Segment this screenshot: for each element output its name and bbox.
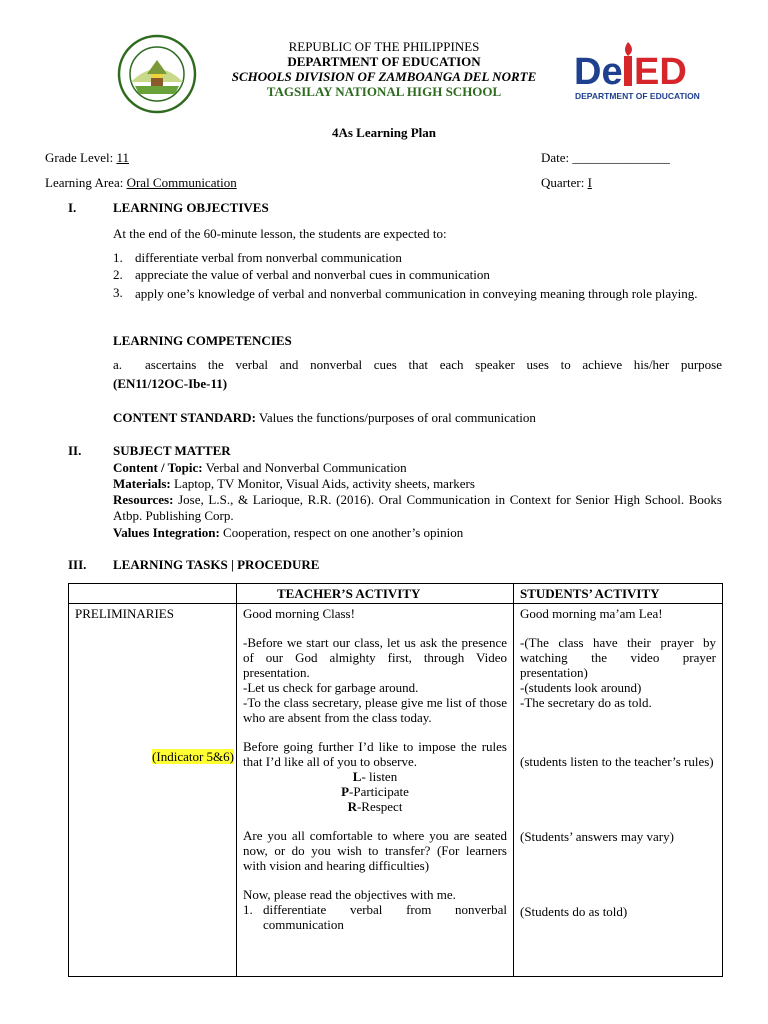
- header-department: DEPARTMENT OF EDUCATION: [287, 54, 481, 69]
- students-look: -(students look around): [520, 680, 642, 695]
- content-standard: [113, 410, 536, 426]
- rule-listen: [243, 769, 507, 784]
- students-greeting: Good morning ma’am Lea!: [520, 606, 663, 621]
- plan-title: 4As Learning Plan: [331, 125, 436, 140]
- date-value: _______________: [572, 150, 670, 165]
- students-seated: (Students’ answers may vary): [520, 829, 674, 844]
- preliminaries-cell: [69, 604, 237, 977]
- header-school-name: TAGSILAY NATIONAL HIGH SCHOOL: [266, 84, 502, 99]
- table-header-row: [69, 584, 723, 604]
- values-label: Values Integration:: [113, 525, 220, 540]
- quarter-label: Quarter:: [541, 175, 585, 190]
- students-activity-header: STUDENTS’ ACTIVITY: [514, 584, 723, 604]
- students-objectives: (Students do as told): [520, 904, 628, 919]
- svg-text:ED: ED: [634, 51, 687, 93]
- subject-values: [113, 525, 463, 541]
- rule-respect: [243, 799, 507, 814]
- date-label: Date:: [541, 150, 570, 165]
- quarter-value: I: [587, 175, 592, 190]
- table-row: [69, 604, 723, 977]
- teacher-prayer: -Before we start our class, let us ask the presence of our God almighty first, through Video presentation.: [243, 635, 507, 680]
- topic-text: Verbal and Nonverbal Communication: [202, 460, 407, 475]
- competency-code: (EN11/12OC-Ibe-11): [113, 376, 228, 391]
- students-activity-cell: [514, 604, 723, 977]
- objective-1-number: 1.: [113, 250, 123, 265]
- resources-text: Jose, L.S., & Larioque, R.R. (2016). Oral Communication in Context for Senior High School. Books Atbp. Publishing Corp.: [113, 492, 722, 523]
- objective-3-text: apply one’s knowledge of verbal and nonverbal communication in conveying meaning through role playing.: [135, 286, 698, 301]
- section2-title: SUBJECT MATTER: [113, 443, 231, 458]
- header-republic: REPUBLIC OF THE PHILIPPINES: [288, 39, 480, 54]
- objectives-intro: At the end of the 60-minute lesson, the students are expected to:: [113, 226, 447, 241]
- rule-r-letter: R: [347, 799, 357, 814]
- objective-3-number: 3.: [113, 285, 123, 300]
- rule-l-letter: L: [352, 769, 362, 784]
- students-secretary: -The secretary do as told.: [520, 695, 652, 710]
- subject-topic: [113, 460, 407, 476]
- teacher-garbage: -Let us check for garbage around.: [243, 680, 419, 695]
- values-text: Cooperation, respect on one another’s opinion: [219, 525, 464, 540]
- objective-2-text: appreciate the value of verbal and nonverbal cues in communication: [135, 267, 490, 282]
- students-prayer: -(The class have their prayer by watching the video prayer presentation): [520, 635, 716, 680]
- content-standard-label: CONTENT STANDARD:: [113, 410, 256, 425]
- objective-3: [113, 285, 722, 302]
- teacher-secretary: -To the class secretary, please give me list of those who are absent from the class today.: [243, 695, 507, 725]
- section1-number: I.: [68, 200, 77, 215]
- area-value: Oral Communication: [126, 175, 237, 190]
- indicator-highlight: (Indicator 5&6): [152, 749, 234, 764]
- rule-l-text: - listen: [361, 769, 398, 784]
- section3-number: III.: [68, 557, 87, 572]
- area-label: Learning Area:: [45, 175, 124, 190]
- teacher-activity-cell: [237, 604, 514, 977]
- date-field: [541, 150, 670, 166]
- competency-letter: a.: [113, 357, 123, 372]
- quarter-field: [541, 175, 592, 191]
- students-rules: (students listen to the teacher’s rules): [520, 754, 714, 769]
- grade-label: Grade Level:: [45, 150, 114, 165]
- rule-p-text: -Participate: [349, 784, 409, 799]
- objective-2: [113, 267, 723, 283]
- teacher-objective-1-number: 1.: [243, 902, 253, 917]
- svg-text:De: De: [574, 51, 623, 93]
- section1-title: LEARNING OBJECTIVES: [113, 200, 269, 215]
- deped-logo: [572, 40, 712, 104]
- learning-area: [45, 175, 237, 191]
- table-header-empty: [69, 584, 237, 604]
- svg-text:DEPARTMENT OF EDUCATION: DEPARTMENT OF EDUCATION: [575, 91, 700, 101]
- subject-resources: [113, 492, 722, 524]
- objective-1: [113, 250, 723, 266]
- teacher-objective-1: [243, 902, 507, 932]
- header-division: SCHOOLS DIVISION OF ZAMBOANGA DEL NORTE: [231, 69, 537, 84]
- content-standard-text: Values the functions/purposes of oral communication: [255, 410, 536, 425]
- objective-2-number: 2.: [113, 267, 123, 282]
- materials-label: Materials:: [113, 476, 171, 491]
- competencies-title: LEARNING COMPETENCIES: [113, 333, 292, 348]
- teacher-activity-header: TEACHER’S ACTIVITY: [237, 584, 514, 604]
- rule-p-letter: P: [341, 784, 350, 799]
- teacher-rules: Before going further I’d like to impose the rules that I’d like all of you to observe.: [243, 739, 507, 769]
- procedure-table: [68, 583, 723, 977]
- grade-value: 11: [116, 150, 129, 165]
- teacher-objectives: Now, please read the objectives with me.: [243, 887, 456, 902]
- rule-participate: [243, 784, 507, 799]
- objective-1-text: differentiate verbal from nonverbal communication: [135, 250, 402, 265]
- subject-materials: [113, 476, 475, 492]
- teacher-objective-1-text: differentiate verbal from nonverbal communication: [263, 902, 507, 932]
- topic-label: Content / Topic:: [113, 460, 203, 475]
- teacher-seated: Are you all comfortable to where you are seated now, or do you wish to transfer? (For learners with vision and hearing difficulties): [243, 828, 507, 873]
- materials-text: Laptop, TV Monitor, Visual Aids, activity sheets, markers: [170, 476, 475, 491]
- resources-label: Resources:: [113, 492, 174, 507]
- grade-level: [45, 150, 129, 166]
- competency-text: ascertains the verbal and nonverbal cues that each speaker uses to achieve his/her purpose: [145, 357, 722, 372]
- section2-number: II.: [68, 443, 82, 458]
- competency-item: [113, 357, 722, 392]
- section3-title: LEARNING TASKS | PROCEDURE: [113, 557, 320, 572]
- rule-r-text: -Respect: [356, 799, 403, 814]
- row-label: PRELIMINARIES: [75, 606, 174, 621]
- teacher-greeting: Good morning Class!: [243, 606, 355, 621]
